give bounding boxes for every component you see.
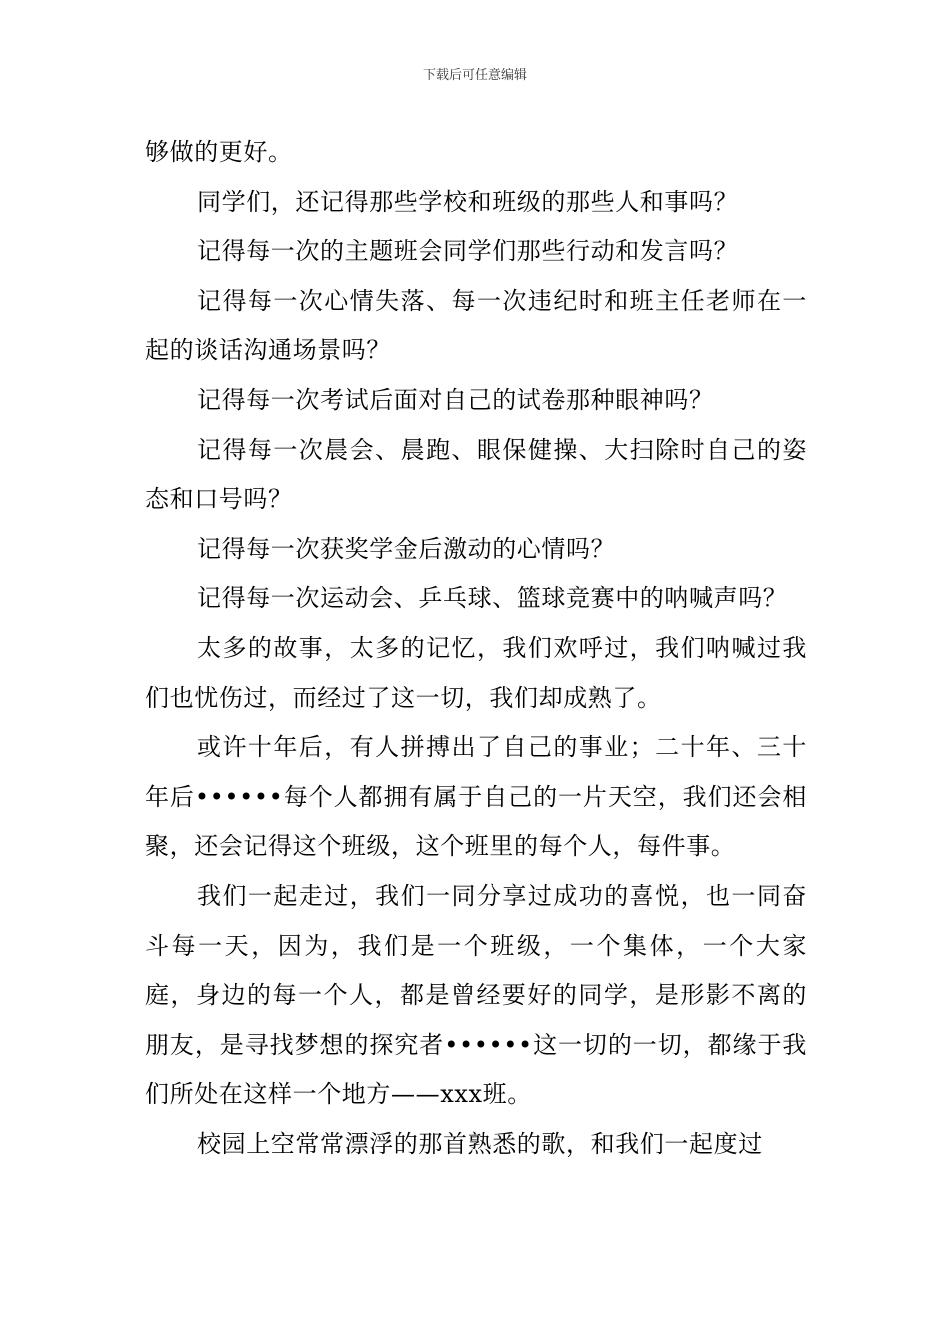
paragraph: 记得每一次心情失落、每一次违纪时和班主任老师在一起的谈话沟通场景吗？ — [145, 286, 807, 365]
paragraph: 记得每一次运动会、乒乓球、篮球竞赛中的呐喊声吗？ — [197, 584, 788, 613]
paragraph: 记得每一次考试后面对自己的试卷那种眼神吗？ — [197, 385, 714, 414]
paragraph: 或许十年后，有人拼搏出了自己的事业；二十年、三十年后••••••每个人都拥有属于自己的一片天空，我们还会相聚，还会记得这个班级，这个班里的每个人，每件事。 — [145, 733, 807, 861]
paragraph: 记得每一次的主题班会同学们那些行动和发言吗？ — [197, 237, 739, 266]
paragraph: 校园上空常常漂浮的那首熟悉的歌，和我们一起度过 — [197, 1129, 763, 1158]
document-body — [145, 128, 807, 1169]
page-header: 下载后可任意编辑 — [422, 68, 527, 83]
paragraph: 够做的更好。 — [145, 138, 293, 166]
paragraph: 记得每一次获奖学金后激动的心情吗？ — [197, 534, 616, 563]
paragraph: 我们一起走过，我们一同分享过成功的喜悦，也一同奋斗每一天，因为，我们是一个班级，一个集体，一个大家庭，身边的每一个人，都是曾经要好的同学，是形影不离的朋友，是寻找梦想的探究者••••••这一切的一切，都缘于我们所处在这样一个地方——xxx班。 — [145, 881, 807, 1109]
paragraph: 记得每一次晨会、晨跑、眼保健操、大扫除时自己的姿态和口号吗？ — [145, 435, 807, 514]
paragraph: 太多的故事，太多的记忆，我们欢呼过，我们呐喊过我们也忧伤过，而经过了这一切，我们却成熟了。 — [145, 633, 807, 712]
paragraph: 同学们，还记得那些学校和班级的那些人和事吗？ — [197, 187, 739, 216]
